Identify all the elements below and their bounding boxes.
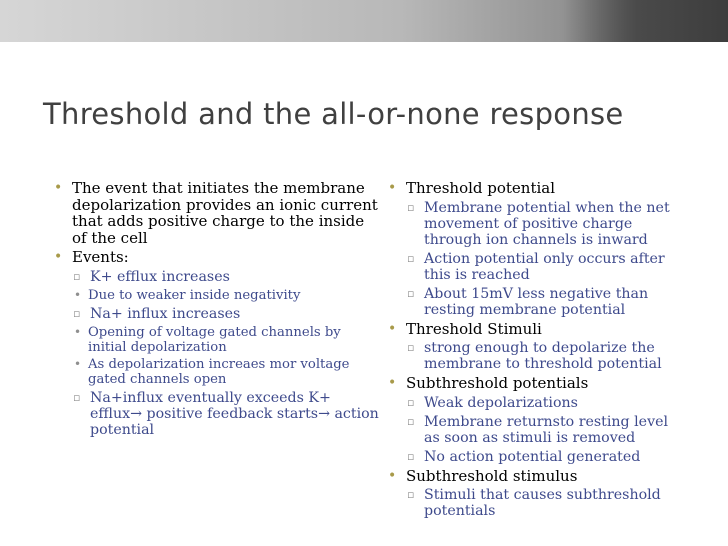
bullet-text: Events: (72, 248, 129, 266)
sub-bullet-k-efflux (70, 269, 382, 285)
bullet-threshold-potential (386, 180, 686, 197)
sub-bullet-15mv (404, 286, 686, 318)
bullet-icon: • (388, 375, 397, 391)
bullet-text: No action potential generated (424, 448, 641, 465)
bullet-subthreshold-stimulus (386, 468, 686, 485)
bullet-text: Threshold Stimuli (406, 319, 542, 338)
dot-bullet-icon: • (74, 287, 82, 302)
sub-bullet-no-action-potential (404, 449, 686, 465)
bullet-icon: • (388, 467, 397, 484)
square-bullet-icon: ▫ (407, 395, 415, 409)
square-bullet-icon: ▫ (73, 269, 81, 283)
bullet-event (52, 180, 382, 246)
sub-bullet-membrane-potential (404, 200, 686, 248)
sub-bullet-action-potential (404, 251, 686, 283)
sub-bullet-membrane-returns (404, 414, 686, 446)
bullet-text: Action potential only occurs after this is reached (424, 250, 665, 283)
bullet-text: Weak depolarizations (424, 394, 578, 411)
bullet-text: Subthreshold potentials (406, 374, 589, 392)
sub-bullet-weak-depolarizations (404, 395, 686, 411)
bullet-text: Membrane returnsto resting level as soon as stimuli is removed (424, 413, 669, 446)
bullet-text: Threshold potential (406, 179, 556, 197)
bullet-subthreshold-potentials (386, 375, 686, 392)
sub-bullet-na-influx (70, 306, 382, 322)
square-bullet-icon: ▫ (407, 286, 415, 300)
bullet-icon: • (388, 320, 397, 337)
bullet-text: Subthreshold stimulus (406, 466, 578, 485)
bullet-text: Due to weaker inside negativity (88, 287, 301, 303)
bullet-icon: • (54, 249, 63, 265)
left-column (52, 180, 382, 441)
sub-sub-bullet-more-channels (71, 357, 382, 387)
sub-sub-bullet-voltage-gated (71, 325, 382, 355)
bullet-text: Opening of voltage gated channels by initial depolarization (88, 324, 341, 355)
square-bullet-icon: ▫ (407, 414, 415, 428)
sub-bullet-strong-enough (404, 340, 686, 372)
bullet-events (52, 249, 382, 266)
dot-bullet-icon: • (74, 356, 82, 371)
bullet-text: K+ efflux increases (90, 268, 230, 285)
sub-bullet-positive-feedback (70, 390, 382, 438)
dot-bullet-icon: • (74, 324, 82, 339)
bullet-text: As depolarization increaes mor voltage gated channels open (88, 356, 350, 387)
square-bullet-icon: ▫ (407, 341, 415, 354)
bullet-text: About 15mV less negative than resting membrane potential (424, 285, 649, 318)
slide-title: Threshold and the all-or-none response (43, 97, 624, 131)
right-column (386, 180, 686, 522)
square-bullet-icon: ▫ (407, 449, 415, 463)
bullet-text: Na+influx eventually exceeds K+ efflux→ positive feedback starts→ action potential (90, 389, 379, 438)
bullet-threshold-stimuli (386, 321, 686, 338)
bullet-text: strong enough to depolarize the membrane to threshold potential (424, 340, 662, 372)
bullet-text: The event that initiates the membrane depolarization provides an ionic current that adds positive charge to the inside of the cell (72, 179, 378, 247)
square-bullet-icon: ▫ (73, 390, 81, 404)
top-banner-dark-corner (563, 0, 728, 42)
bullet-icon: • (54, 180, 63, 196)
bullet-icon: • (388, 180, 397, 196)
sub-sub-bullet-weaker-negativity (71, 288, 382, 303)
sub-bullet-stimuli-causes (404, 487, 686, 519)
bullet-text: Membrane potential when the net movement of positive charge through ion channels is inward (424, 199, 670, 248)
square-bullet-icon: ▫ (407, 251, 415, 265)
square-bullet-icon: ▫ (73, 306, 81, 320)
bullet-text: Na+ influx increases (90, 305, 241, 322)
square-bullet-icon: ▫ (407, 488, 415, 501)
bullet-text: Stimuli that causes subthreshold potentials (424, 487, 661, 519)
square-bullet-icon: ▫ (407, 200, 415, 214)
